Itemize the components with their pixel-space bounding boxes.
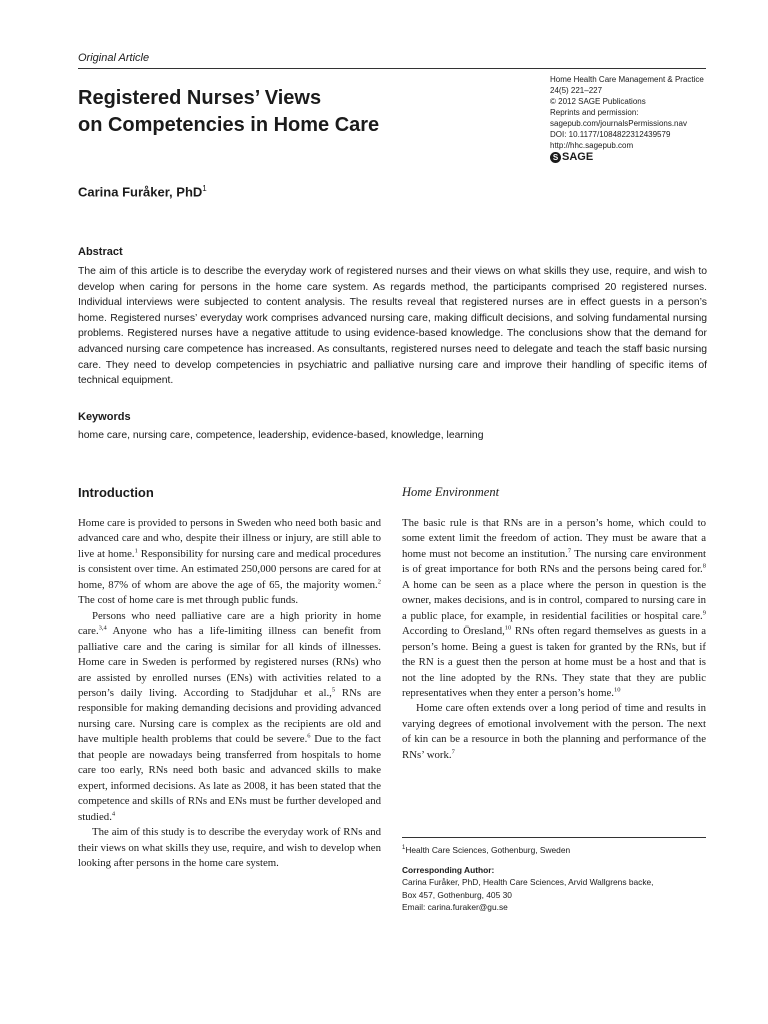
journal-url[interactable]: http://hhc.sagepub.com: [550, 141, 634, 150]
abstract-heading: Abstract: [78, 246, 123, 258]
journal-volume: 24(5) 221–227: [550, 86, 603, 95]
corresponding-author-name: Carina Furåker, PhD, Health Care Sciences, Arvid Wallgrens backe,: [402, 877, 654, 888]
citation: 2: [377, 578, 381, 586]
author-affiliation-mark: 1: [202, 184, 207, 193]
article-type-label: Original Article: [78, 52, 150, 64]
abstract-text: The aim of this article is to describe the everyday work of registered nurses and their views on what skills they use, require, and wish to develop when caring for persons in the home care system. As regards method, the participants comprised 20 registered nurses. Individual interviews were subjected to content analysis. The results reveal that registered nurses are in effect guests in a person’s home. Registered nurses’ everyday work comprises advanced nursing care, making difficult decisions, and solving fundamental nursing problems. Registered nurses have a negative attitude to using evidence-based knowledge. The conclusions show that the demand for advanced nursing care competence has increased. As consultants, registered nurses need to delegate and teach the staff basic nursing care. They need to develop competencies in psychiatric and palliative nursing care and improve their handling of specific items of technical equipment.: [78, 266, 707, 387]
citation: 7: [451, 748, 455, 756]
author-name: Carina Furåker, PhD: [78, 184, 203, 200]
permissions-link[interactable]: sagepub.com/journalsPermissions.nav: [550, 119, 687, 128]
intro-paragraph-2: Persons who need palliative care are a high priority in home care.$^{3,4}$ Anyone who has a life-limiting illness can benefit from palliative care and the caring is similar for all kinds of illnesses. Home care in Sweden is performed by registered nurses (RNs) who are assisted by enrolled nurses (ENs) with activities related to a person’s daily living. According to Stadjduhar et al.,$^5$ RNs are responsible for making demanding decisions and providing advanced nursing care. Nursing care is complex as the recipients are old and have multiple health problems that could be severe.$^6$ Due to the fact that people are nowadays being transferred from hospitals to home care too early, RNs need both basic and advanced skills to make expert, informed decisions. As late as 2008, it has been stated that the competence and skills of RNs and ENs must be further developed and studied.$^4$: [78, 609, 382, 823]
home-environment-body: [402, 516, 706, 763]
title-line-1: Registered Nurses’ Views: [78, 87, 322, 109]
citation: 7: [567, 547, 572, 555]
footnotes: [402, 844, 706, 913]
home-env-paragraph-1: The basic rule is that RNs are in a person’s home, which could to some extent limit the freedom of action. They must be aware that a home must not become an institution.$^7$ The nursing care environment is of great importance for both RNs and the persons being cared for.$^8$ A home can be seen as a place where the person in question is the owner, makes decisions, and is in control, compared to nursing care in a public place, for example, in residential facilities or hospital care.$^9$ According to Öresland,$^{10}$ RNs often regard themselves as guests in a person’s home. Being a guest is taken for granted by the RNs, but if the RN is a guest then the person at home must be a host and that is not the line adopted by the RNs. They state that they are public representatives when they enter a person’s home.$^{10}$: [402, 517, 706, 699]
journal-name: Home Health Care Management & Practice: [550, 75, 704, 84]
corresponding-author-email[interactable]: Email: carina.furaker@gu.se: [402, 901, 508, 912]
citation: 1: [134, 547, 138, 555]
keywords-heading: Keywords: [78, 411, 131, 423]
introduction-body: [78, 516, 381, 871]
author-line: [78, 184, 207, 199]
home-environment-heading: Home Environment: [402, 485, 500, 499]
keywords-text: home care, nursing care, competence, leadership, evidence-based, knowledge, learning: [78, 430, 484, 441]
sage-logo: [550, 152, 720, 163]
citation: 10: [504, 624, 512, 632]
corresponding-author-address: Box 457, Gothenburg, 405 30: [402, 889, 512, 900]
title-line-2: on Competencies in Home Care: [78, 114, 380, 136]
citation: 5: [331, 686, 336, 694]
citation: 8: [702, 562, 706, 570]
doi[interactable]: DOI: 10.1177/1084822312439579: [550, 130, 671, 139]
header-rule: [78, 68, 706, 69]
intro-paragraph-3: The aim of this study is to describe the everyday work of RNs and their views on what skills they use, require, and wish to develop when looking after persons in the home care system.: [78, 826, 381, 869]
citation: 3,4: [98, 624, 107, 632]
article-title: [78, 85, 518, 139]
citation: 9: [702, 609, 706, 617]
sage-logo-icon: S: [550, 152, 561, 163]
sage-logo-text: SAGE: [562, 151, 594, 163]
copyright: © 2012 SAGE Publications: [550, 97, 646, 106]
corresponding-author-heading: Corresponding Author:: [402, 865, 495, 876]
reprints-label: Reprints and permission:: [550, 108, 639, 117]
citation: 4: [111, 810, 116, 818]
home-env-paragraph-2: Home care often extends over a long period of time and results in varying degrees of emotional involvement with the person. The next of kin can be a resource in both the planning and performance of the RNs’ work.$^7$: [402, 702, 706, 761]
intro-paragraph-1: Home care is provided to persons in Sweden who need both basic and advanced care and who, despite their illness or injury, are still able to live at home.$^1$ Responsibility for nursing care and medical procedures is consistent over time. An estimated 250,000 persons are cared for at home, 87% of whom are above the age of 65, the majority women.$^2$ The cost of home care is met through public funds.: [78, 517, 382, 607]
citation: 6: [307, 732, 311, 740]
affiliation-footnote: $^1$Health Care Sciences, Gothenburg, Sweden: [402, 845, 571, 855]
introduction-heading: Introduction: [78, 485, 154, 500]
citation: 10: [613, 686, 621, 694]
footnote-rule: [402, 837, 706, 838]
journal-metadata: [550, 74, 720, 163]
